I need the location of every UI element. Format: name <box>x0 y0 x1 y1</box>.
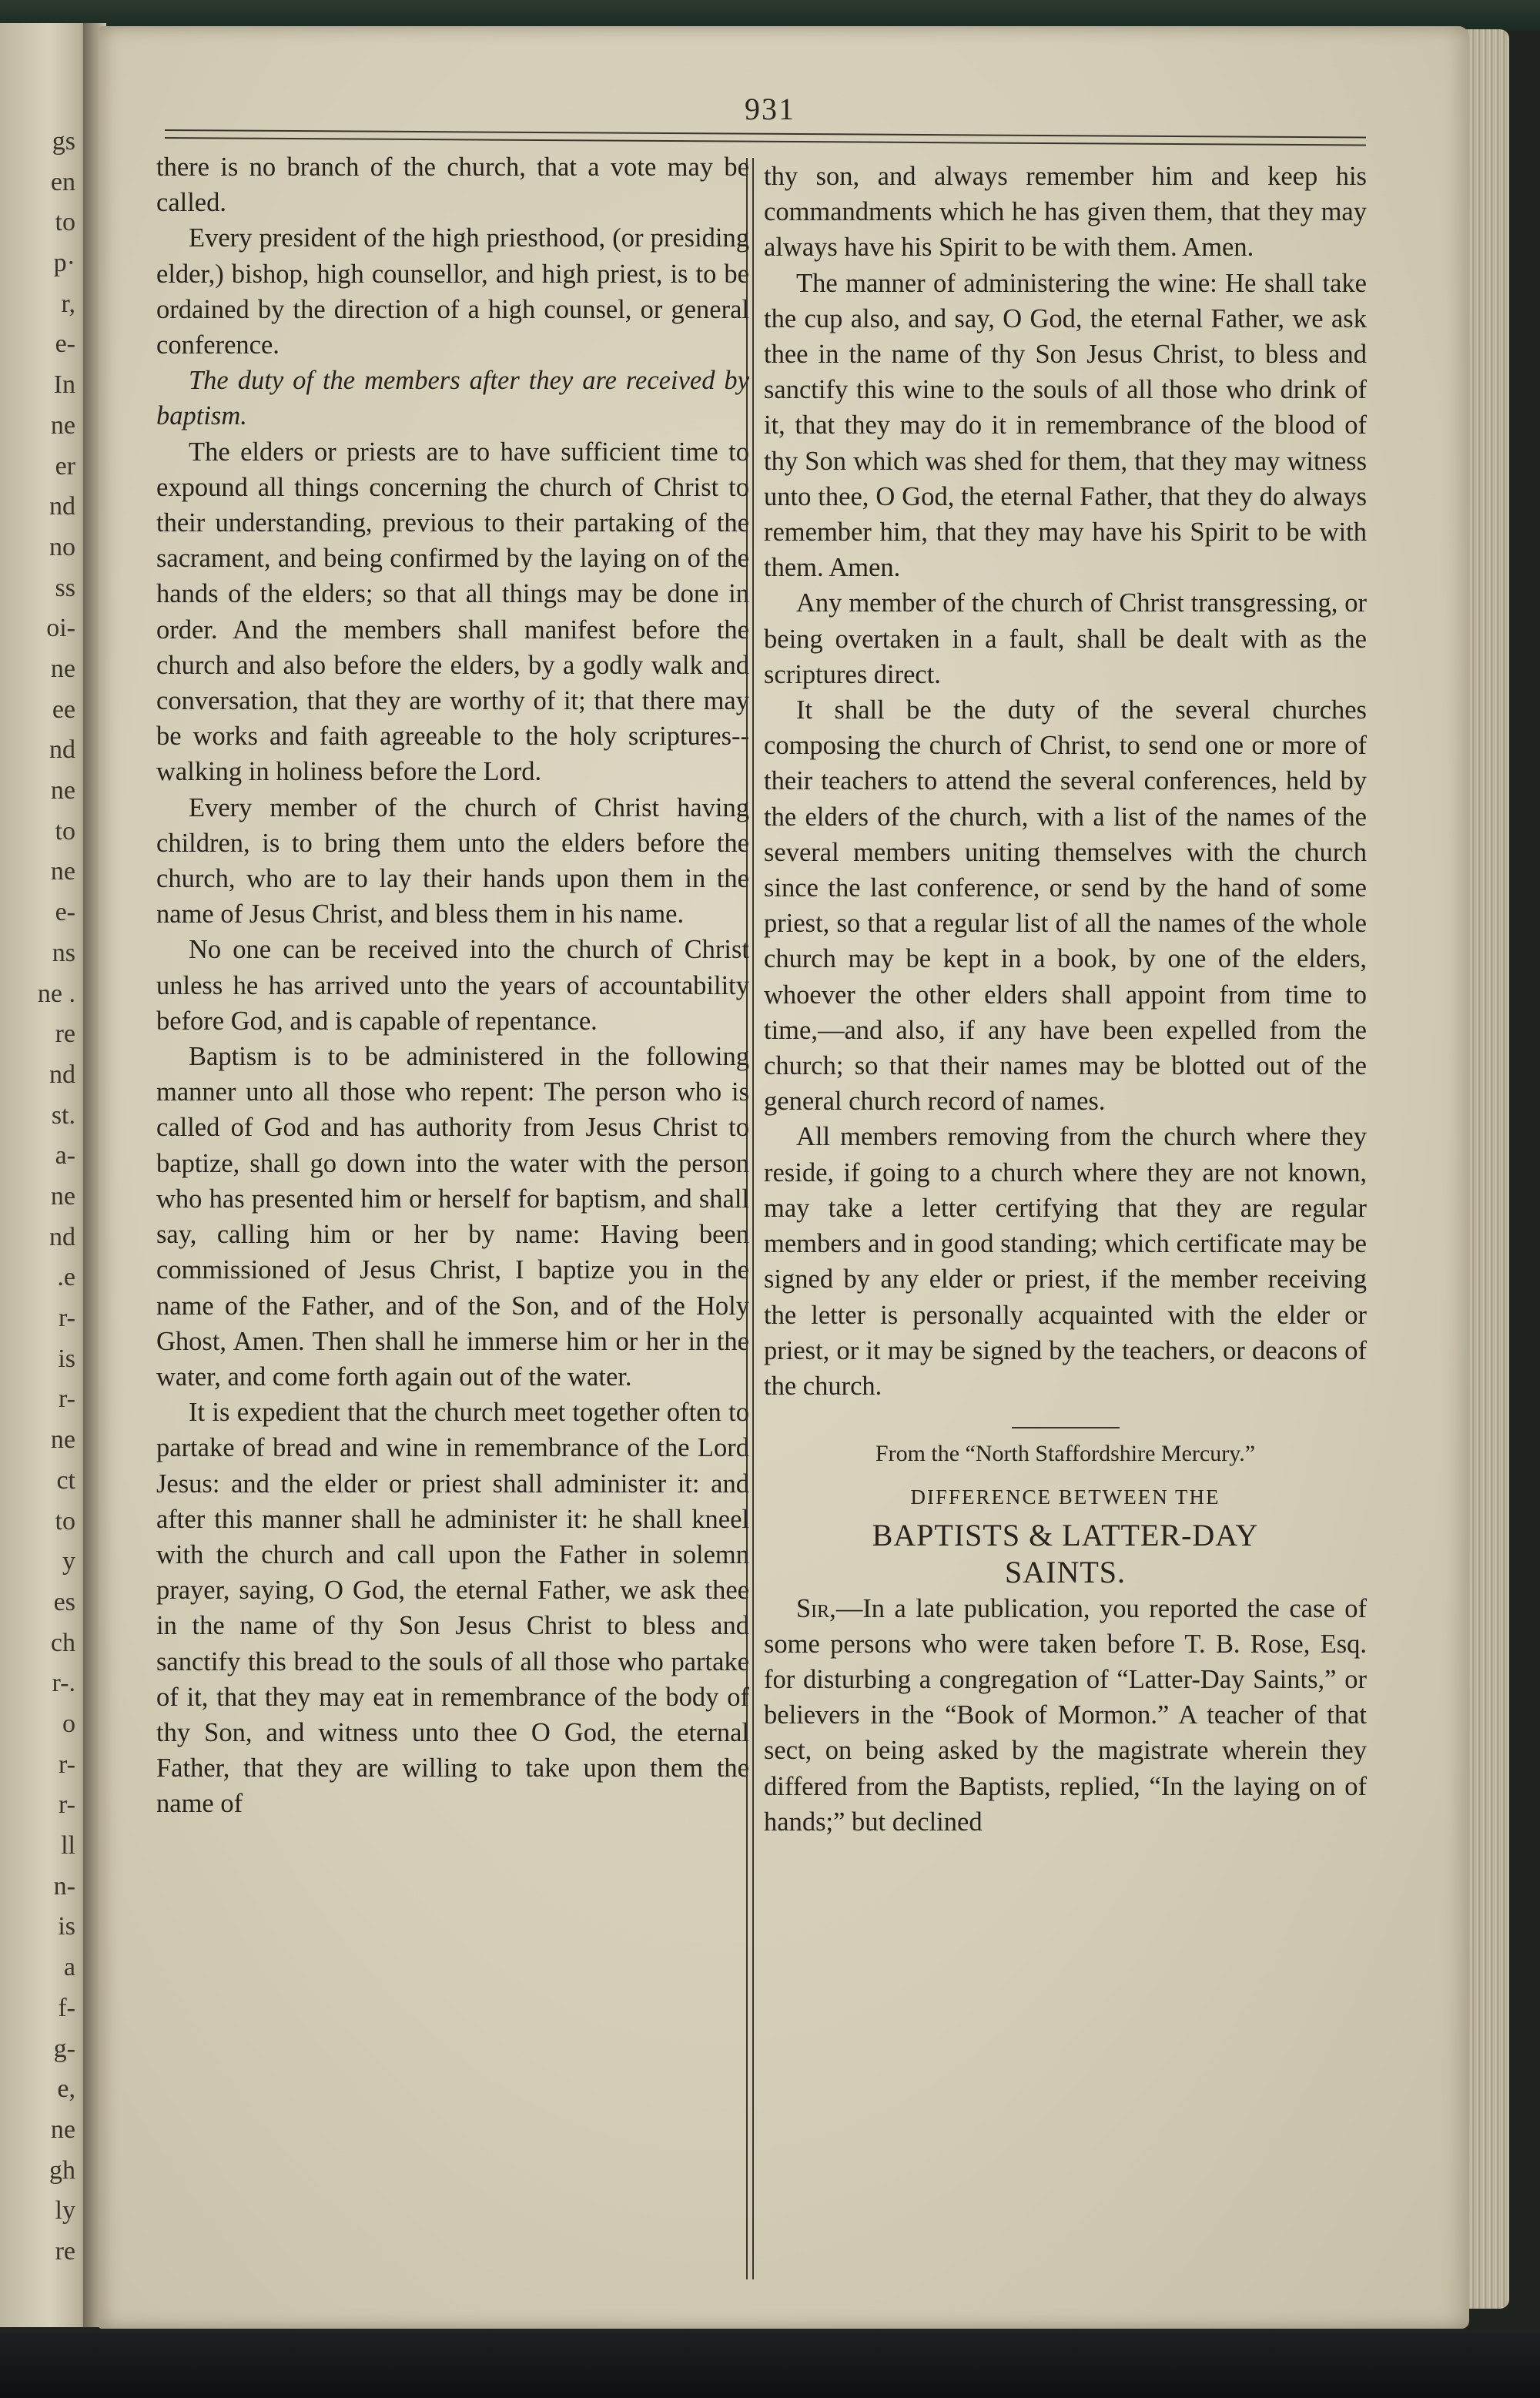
article-body <box>764 1591 1367 1840</box>
margin-text-fragment: re <box>55 1020 75 1049</box>
margin-text-fragment: ll <box>61 1831 75 1860</box>
margin-text-fragment: ne <box>50 1182 75 1211</box>
headline-line-1: BAPTISTS & LATTER-DAY <box>872 1517 1259 1552</box>
left-column <box>156 149 749 1822</box>
margin-text-fragment: is <box>58 1344 75 1373</box>
paragraph: The elders or priests are to have sufficient time to expound all things concerning the church of Christ to their understanding, previous to their partaking of the sacrament, and being confirmed by the laying on of the hands of the elders; so that all things may be done in order. And the members shall manifest before the church and also before the elders, by a godly walk and conversation, that they are worthy of it; that there may be works and faith agreeable to the holy scriptures--walking in holiness before the Lord. <box>156 437 749 787</box>
margin-text-fragment: ne <box>50 1425 75 1455</box>
paragraph: All members removing from the church where they reside, if going to a church where they are not known, may take a letter certifying that they are regular members and in good standing; which certificate may be signed by any elder or priest, if the member receiving the letter is personally acquainted with the elder or priest, or it may be signed by the teachers, or deacons of the church. <box>764 1122 1367 1401</box>
margin-text-fragment: nd <box>49 1222 75 1251</box>
margin-text-fragment: In <box>53 370 75 400</box>
paragraph: It is expedient that the church meet together often to partake of bread and wine in remembrance of the Lord Jesus: and the elder or priest shall administer it: and after this manner shall he administer it: he shall kneel with the church and call upon the Father in solemn prayer, saying, O God, the eternal Father, we ask thee in the name of thy Son Jesus Christ to bless and sanctify this bread to the souls of all those who partake of it, that they may eat in remembrance of the body of thy Son, and witness unto thee O God, the eternal Father, that they are willing to take upon them the name of <box>156 1398 749 1819</box>
margin-text-fragment: ch <box>50 1628 75 1657</box>
article-separator-rule <box>1012 1427 1120 1428</box>
section-heading: The duty of the members after they are received by baptism. <box>156 366 749 431</box>
paragraph: Baptism is to be administered in the following manner unto all those who repent: The person who is called of God and has authority from Jesus Christ to baptize, shall go down into the water with the person who has presented him or herself for baptism, and shall say, calling him or her by name: Having been commissioned of Jesus Christ, I baptize you in the name of the Father, and of the Son, and of the Holy Ghost, Amen. Then shall he immerse him or her in the water, and come forth again out of the water. <box>156 1042 749 1392</box>
margin-text-fragment: a- <box>55 1141 75 1171</box>
margin-text-fragment: to <box>55 208 75 237</box>
paragraph: It shall be the duty of the several churches composing the church of Christ, to send one or more of their teachers to attend the several conferences, held by the elders of the church, with a list of the names of the several members uniting themselves with the church since the last conference, or send by the hand of some priest, so that a regular list of all the names of the whole church may be kept in a book, by one of the elders, whoever the other elders shall appoint from time to time,—and also, if any have been expelled from the church; so that their names may be blotted out of the general church record of names. <box>764 695 1367 1117</box>
paragraph: Every member of the church of Christ having children, is to bring them unto the elders before the church, who are to lay their hands upon them in the name of Jesus Christ, and bless them in his name. <box>156 792 749 929</box>
margin-text-fragment: nd <box>49 1060 75 1089</box>
margin-text-fragment: ne . <box>37 979 75 1008</box>
margin-text-fragment: ly <box>55 2196 75 2226</box>
margin-text-fragment: a <box>63 1953 75 1982</box>
article-headline <box>764 1517 1367 1591</box>
article-source: From the “North Staffordshire Mercury.” <box>875 1441 1256 1467</box>
paragraph: No one can be received into the church of Christ unless he has arrived unto the years of accountability before God, and is capable of repentance. <box>156 935 749 1036</box>
margin-text-fragment: to <box>55 1506 75 1536</box>
article-body-text: —In a late publication, you reported the case of some persons who were taken before T. B. Rose, Esq. for disturbing a congregation of “Latter-Day Saints,” or believers in the “Book of Mormon.” A teacher of that sect, on being asked by the magistrate wherein they differed from the Baptists, replied, “In the laying on of hands;” but declined <box>764 1593 1367 1837</box>
paragraph: there is no branch of the church, that a vote may be called. <box>156 152 749 218</box>
margin-text-fragment: ne <box>50 857 75 886</box>
margin-text-fragment: y <box>62 1547 75 1576</box>
margin-text-fragment: nd <box>49 492 75 521</box>
margin-text-fragment: f- <box>58 1993 75 2022</box>
article-subheading: DIFFERENCE BETWEEN THE <box>910 1485 1220 1509</box>
margin-text-fragment: r- <box>59 1790 75 1820</box>
margin-text-fragment: g- <box>53 2034 75 2063</box>
margin-text-fragment: n- <box>53 1871 75 1901</box>
margin-text-fragment: ct <box>56 1465 75 1495</box>
margin-text-fragment: ne <box>50 2115 75 2144</box>
margin-text-fragment: e- <box>55 330 75 359</box>
margin-text-fragment: er <box>55 451 75 481</box>
margin-text-fragment: gs <box>52 127 75 156</box>
headline-line-2: SAINTS. <box>1004 1554 1127 1589</box>
margin-text-fragment: r, <box>61 289 75 318</box>
margin-text-fragment: en <box>50 167 75 196</box>
paragraph: thy son, and always remember him and keep his commandments which he has given them, that they may always have his Spirit to be with them. Amen. <box>764 162 1367 263</box>
paragraph: The manner of administering the wine: He shall take the cup also, and say, O God, the eternal Father, we ask thee in the name of thy Son Jesus Christ, to bless and sanctify this wine to the souls of all those who drink of it, that they may do it in remembrance of the blood of thy Son which was shed for them, that they may witness unto thee, O God, the eternal Father, that they do always remember him, that they may have his Spirit to be with them. Amen. <box>764 268 1367 583</box>
margin-text-fragment: r- <box>59 1750 75 1779</box>
page-number: 931 <box>745 92 795 126</box>
margin-text-fragment: .e <box>57 1263 75 1292</box>
margin-text-fragment: o <box>62 1710 75 1738</box>
margin-text-fragment: e, <box>57 2075 75 2104</box>
margin-text-fragment: is <box>58 1912 75 1941</box>
margin-text-fragment: to <box>55 816 75 846</box>
page-edges <box>1463 29 1509 2309</box>
paragraph: Any member of the church of Christ transgressing, or being overtaken in a fault, shall be dealt with as the scriptures direct. <box>764 588 1367 689</box>
left-facing-page <box>0 23 91 2327</box>
margin-text-fragment: r- <box>59 1385 75 1414</box>
margin-text-fragment: no <box>49 532 75 561</box>
margin-text-fragment: ne <box>50 776 75 805</box>
margin-text-fragment: gh <box>49 2155 75 2185</box>
margin-text-fragment: ss <box>55 573 75 602</box>
margin-text-fragment: ns <box>52 938 75 967</box>
margin-text-fragment: ne <box>50 655 75 683</box>
margin-text-fragment: ee <box>52 695 75 724</box>
backdrop-bottom <box>0 2333 1540 2398</box>
margin-text-fragment: r-. <box>52 1669 75 1698</box>
margin-text-fragment: oi- <box>46 614 75 643</box>
margin-text-fragment: st. <box>51 1100 75 1130</box>
margin-text-fragment: re <box>55 2237 75 2266</box>
right-column <box>764 159 1367 1840</box>
salutation: Sir, <box>796 1593 836 1623</box>
margin-text-fragment: e- <box>55 898 75 927</box>
margin-text-fragment: es <box>53 1587 75 1616</box>
margin-text-fragment: p· <box>53 249 75 278</box>
margin-text-fragment: r- <box>59 1304 75 1333</box>
paragraph: Every president of the high priesthood, (or presiding elder,) bishop, high counsellor, and high priest, is to be ordained by the direction of a high counsel, or general conference. <box>156 223 749 360</box>
margin-text-fragment: ne <box>50 410 75 440</box>
margin-text-fragment: nd <box>49 735 75 765</box>
